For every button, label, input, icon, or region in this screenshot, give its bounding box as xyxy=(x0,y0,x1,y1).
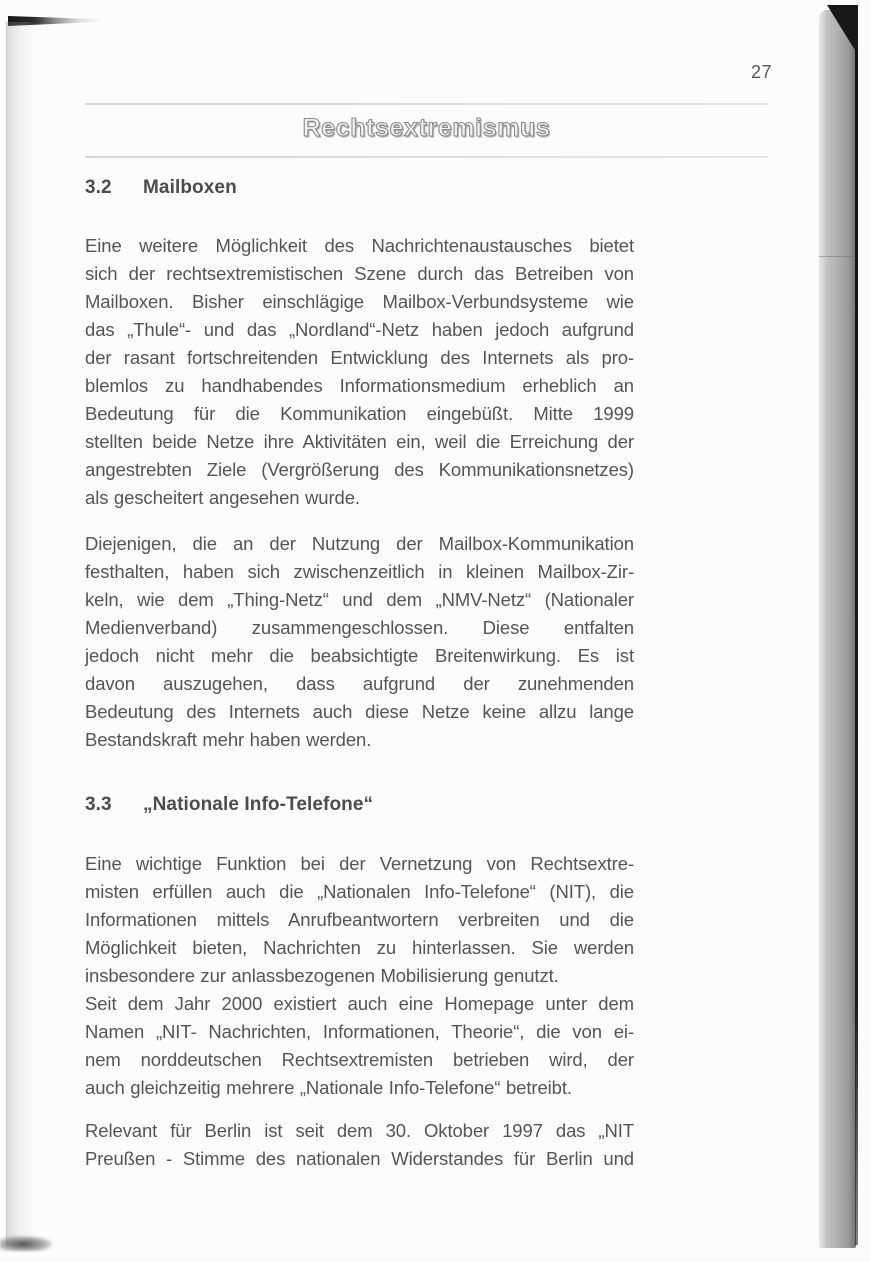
text-line: auch gleichzeitig mehrere „Nationale Info-Telefone“ betreibt. xyxy=(85,1077,572,1098)
text-line: davon auszugehen, dass aufgrund der zunehmenden xyxy=(85,673,634,694)
text-line: Eine weitere Möglichkeit des Nachrichtenaustausches bietet xyxy=(85,235,634,256)
text-line: keln, wie dem „Thing-Netz“ und dem „NMV-Netz“ (Nationaler xyxy=(85,589,634,610)
text-line: insbesondere zur anlassbezogenen Mobilisierung genutzt. xyxy=(85,965,559,986)
header-rule-bottom xyxy=(85,156,768,158)
text-line: Medienverband) zusammengeschlossen. Diese entfalten xyxy=(85,617,634,638)
text-line: misten erfüllen auch die „Nationalen Info-Telefone“ (NIT), die xyxy=(85,881,634,902)
text-line: Relevant für Berlin ist seit dem 30. Oktober 1997 das „NIT xyxy=(85,1120,634,1141)
text-line: Informationen mittels Anrufbeantwortern verbreiten und die xyxy=(85,909,634,930)
paragraph xyxy=(85,850,634,1102)
text-line: Eine wichtige Funktion bei der Vernetzung von Rechtsextre- xyxy=(85,853,634,874)
text-line: jedoch nicht mehr die beabsichtigte Breitenwirkung. Es ist xyxy=(85,645,634,666)
text-line: nem norddeutschen Rechtsextremisten betrieben wird, der xyxy=(85,1049,634,1070)
section-heading xyxy=(85,176,634,200)
text-line: stellten beide Netze ihre Aktivitäten ein, weil die Erreichung der xyxy=(85,431,634,452)
text-line: Seit dem Jahr 2000 existiert auch eine Homepage unter dem xyxy=(85,993,634,1014)
text-line: als gescheitert angesehen wurde. xyxy=(85,487,360,508)
paragraph xyxy=(85,530,634,754)
right-edge-shadow-line xyxy=(855,30,858,1245)
right-edge-seam xyxy=(819,256,856,257)
text-line: Diejenigen, die an der Nutzung der Mailbox-Kommunikation xyxy=(85,533,634,554)
text-line: der rasant fortschreitenden Entwicklung des Internets als pro- xyxy=(85,347,634,368)
text-line: Namen „NIT- Nachrichten, Informationen, Theorie“, die von ei- xyxy=(85,1021,634,1042)
text-line: blemlos zu handhabendes Informationsmedium erheblich an xyxy=(85,375,634,396)
right-book-edge xyxy=(819,10,856,1248)
paragraph xyxy=(85,232,634,512)
text-line: festhalten, haben sich zwischenzeitlich in kleinen Mailbox-Zir- xyxy=(85,561,634,582)
text-line: Preußen - Stimme des nationalen Widerstandes für Berlin und xyxy=(85,1148,634,1169)
bottom-left-scan-shadow xyxy=(0,1236,52,1251)
text-line: Bestandskraft mehr haben werden. xyxy=(85,729,372,750)
text-line: Möglichkeit bieten, Nachrichten zu hinterlassen. Sie werden xyxy=(85,937,634,958)
header-rule-top xyxy=(85,103,768,105)
chapter-header: Rechtsextremismus xyxy=(302,114,551,142)
text-line: Mailboxen. Bisher einschlägige Mailbox-Verbundsysteme wie xyxy=(85,291,634,312)
section-number: 3.3 xyxy=(85,794,112,815)
text-line: Bedeutung des Internets auch diese Netze keine allzu lange xyxy=(85,701,634,722)
section-heading xyxy=(85,793,634,817)
section-number: 3.2 xyxy=(85,177,112,198)
text-line: sich der rechtsextremistischen Szene durch das Betreiben von xyxy=(85,263,634,284)
page-number: 27 xyxy=(750,62,772,82)
text-line: das „Thule“- und das „Nordland“-Netz haben jedoch aufgrund xyxy=(85,319,634,340)
paragraph xyxy=(85,1117,634,1173)
text-line: Bedeutung für die Kommunikation eingebüßt. Mitte 1999 xyxy=(85,403,634,424)
section-title: „Nationale Info-Telefone“ xyxy=(143,794,374,815)
section-title: Mailboxen xyxy=(143,177,237,198)
content-area xyxy=(85,176,634,1173)
text-line: angestrebten Ziele (Vergrößerung des Kommunikationsnetzes) xyxy=(85,459,634,480)
left-page-edge-shading xyxy=(6,22,38,1246)
